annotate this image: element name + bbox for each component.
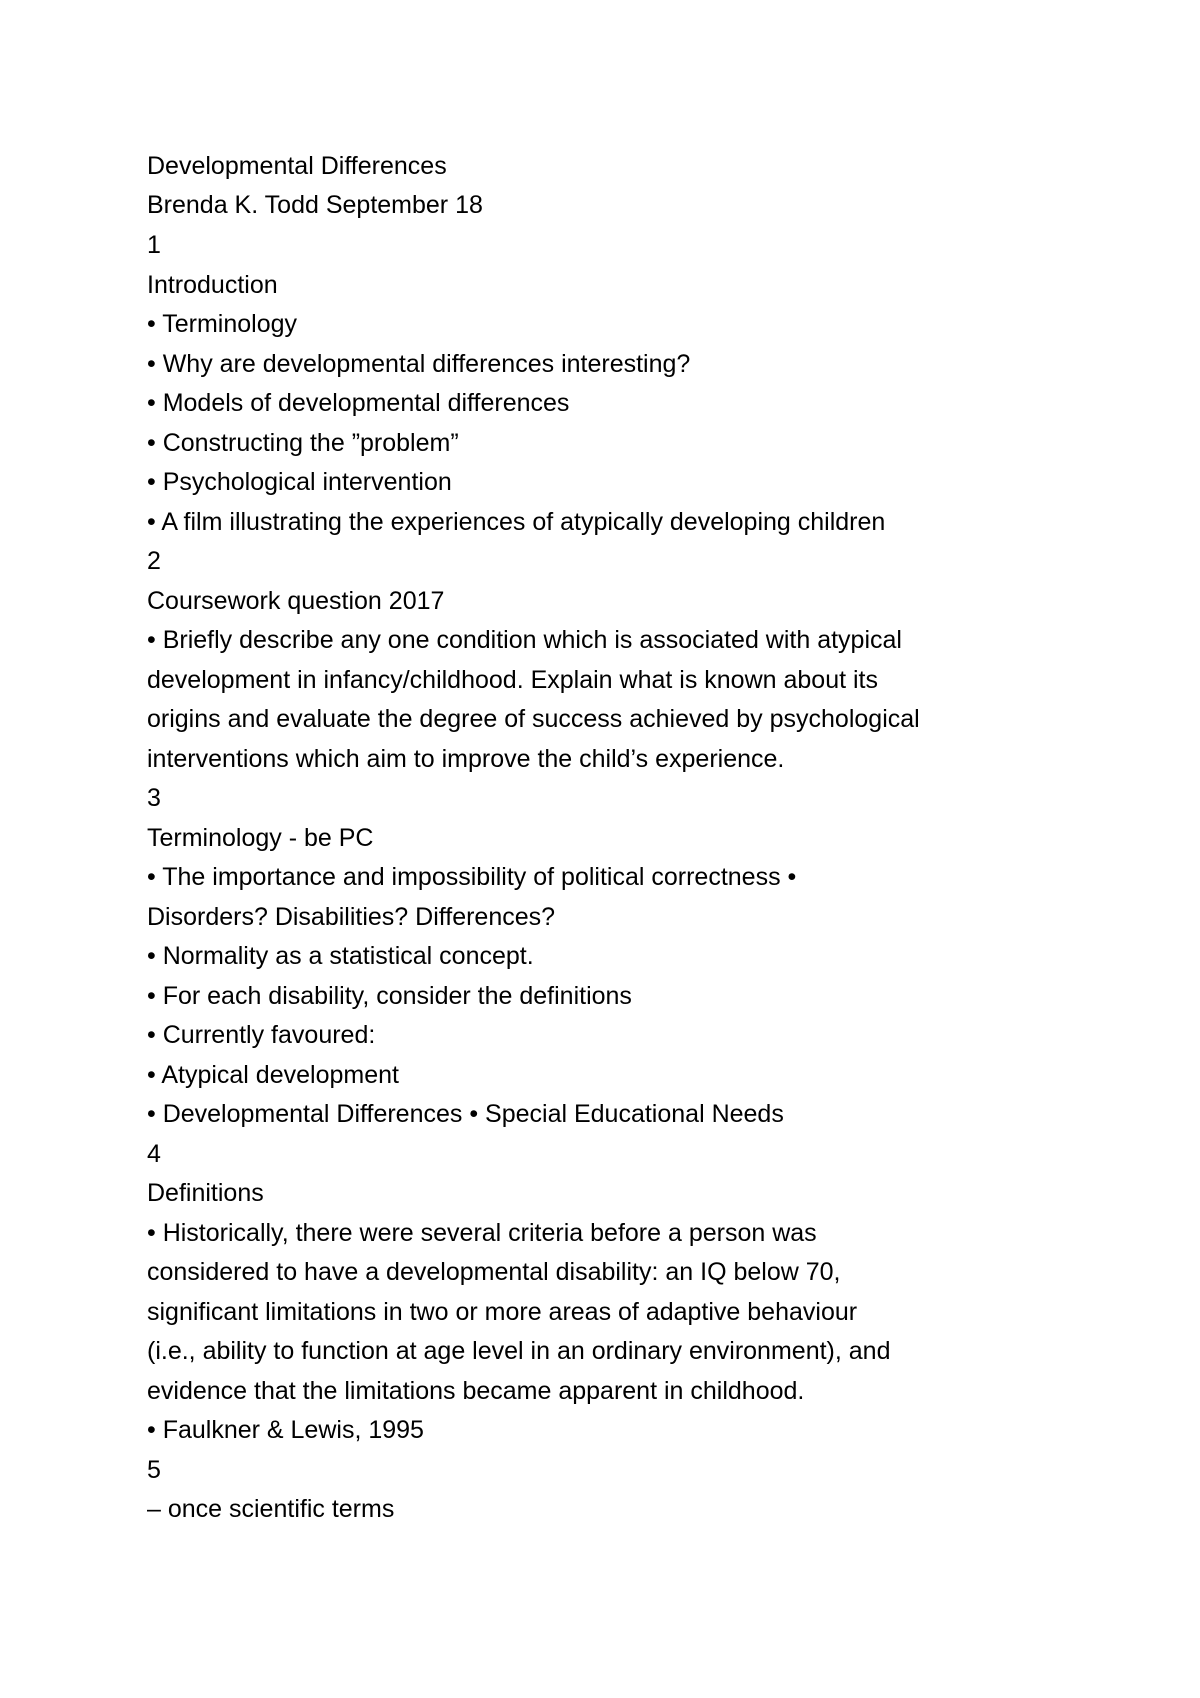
paragraph-line: origins and evaluate the degree of success achieved by psychological [147,705,920,733]
slide-number: 1 [147,231,161,259]
bullet-item: • Why are developmental differences interesting? [147,350,691,378]
slide-number: 2 [147,547,161,575]
paragraph-line: • Historically, there were several criteria before a person was [147,1219,817,1247]
bullet-item: • A film illustrating the experiences of atypically developing children [147,508,886,536]
section-heading: Definitions [147,1179,264,1207]
citation-line: • Faulkner & Lewis, 1995 [147,1416,424,1444]
bullet-item: • Atypical development [147,1061,399,1089]
bullet-item: • Psychological intervention [147,468,452,496]
bullet-item: • Developmental Differences • Special Educational Needs [147,1100,784,1128]
bullet-item: • Models of developmental differences [147,389,570,417]
paragraph-line: Disorders? Disabilities? Differences? [147,903,556,931]
section-heading: Coursework question 2017 [147,587,445,615]
paragraph-line: • Briefly describe any one condition which is associated with atypical [147,626,902,654]
bullet-item: • Currently favoured: [147,1021,376,1049]
paragraph-line: interventions which aim to improve the child’s experience. [147,745,785,773]
slide-number: 3 [147,784,161,812]
paragraph-line: development in infancy/childhood. Explain what is known about its [147,666,878,694]
paragraph-line: considered to have a developmental disability: an IQ below 70, [147,1258,841,1286]
paragraph-line: • The importance and impossibility of political correctness • [147,863,797,891]
slide-number: 4 [147,1140,161,1168]
bullet-item: • For each disability, consider the definitions [147,982,632,1010]
paragraph-line: evidence that the limitations became apparent in childhood. [147,1377,805,1405]
section-heading: Introduction [147,271,278,299]
document-title: Developmental Differences [147,152,447,180]
section-heading: Terminology - be PC [147,824,374,852]
bullet-item: • Constructing the ”problem” [147,429,459,457]
paragraph-line: significant limitations in two or more areas of adaptive behaviour [147,1298,858,1326]
slide-number: 5 [147,1456,161,1484]
bullet-item: • Terminology [147,310,298,338]
paragraph-line: (i.e., ability to function at age level in an ordinary environment), and [147,1337,891,1365]
bullet-item: • Normality as a statistical concept. [147,942,534,970]
author-date-line: Brenda K. Todd September 18 [147,191,483,219]
paragraph-line: – once scientific terms [147,1495,395,1523]
